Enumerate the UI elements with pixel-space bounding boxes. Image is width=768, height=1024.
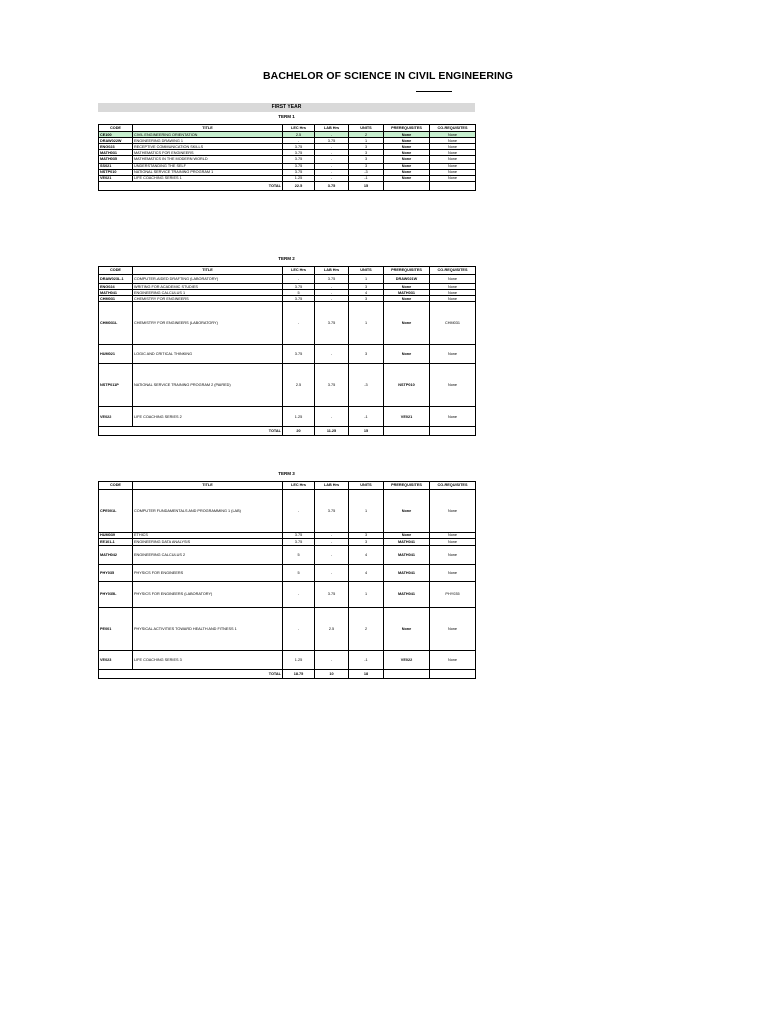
column-header-lec: LEC Hrs [283,482,315,490]
cell-co: None [430,274,476,284]
course-row [99,156,476,164]
cell-title: MATHEMATICS FOR ENGINEERS [133,150,283,156]
total-label: TOTAL [99,427,283,436]
total-row [99,427,476,436]
total-lec: 22.5 [283,181,315,190]
cell-title: CHEMISTRY FOR ENGINEERS (LABORATORY) [133,302,283,345]
cell-pre: None [384,169,430,175]
column-header-title: TITLE [133,267,283,275]
column-header-title: TITLE [133,482,283,490]
term-label: TERM 2 [278,256,295,261]
cell-co: None [430,132,476,138]
column-header-units: UNITS [349,125,384,132]
cell-co: None [430,138,476,144]
course-row [99,364,476,407]
cell-units: 2 [349,132,384,138]
cell-code: CPE001L [99,489,133,532]
cell-pre: DRAW021W [384,274,430,284]
cell-pre: VE022 [384,650,430,669]
document-title: BACHELOR OF SCIENCE IN CIVIL ENGINEERING [263,70,513,82]
column-header-units: UNITS [349,267,384,275]
cell-pre: NSTP010 [384,364,430,407]
cell-title: LIFE COACHING SERIES 2 [133,407,283,427]
cell-code: HUM021 [99,345,133,364]
total-empty-co [430,427,476,436]
column-header-lec: LEC Hrs [283,125,315,132]
term-table [98,266,476,436]
cell-lab: - [315,156,349,164]
cell-lab: 3.75 [315,138,349,144]
column-header-lab: LAB Hrs [315,125,349,132]
cell-code: CHM031 [99,296,133,302]
cell-code: NSTP010 [99,169,133,175]
cell-co: None [430,345,476,364]
cell-co: PHY035 [430,581,476,607]
term-label: TERM 3 [278,471,295,476]
cell-co: None [430,296,476,302]
course-row [99,581,476,607]
cell-pre: None [384,532,430,539]
cell-lec: 2.5 [283,132,315,138]
total-empty-pre [384,181,430,190]
total-row [99,181,476,190]
cell-lab: 2.5 [315,607,349,650]
cell-pre: None [384,489,430,532]
cell-units: 4 [349,564,384,581]
cell-lab: - [315,150,349,156]
total-label: TOTAL [99,669,283,678]
column-header-lab: LAB Hrs [315,267,349,275]
cell-lab: - [315,564,349,581]
cell-units: 1 [349,581,384,607]
column-header-code: CODE [99,267,133,275]
cell-co: None [430,175,476,181]
total-lab: 3.75 [315,181,349,190]
cell-co: None [430,650,476,669]
cell-lab: 3.75 [315,274,349,284]
cell-lec: 3.75 [283,296,315,302]
cell-pre: None [384,302,430,345]
cell-title: MATHEMATICS IN THE MODERN WORLD [133,156,283,164]
cell-lab: - [315,169,349,175]
cell-code: PHY035L [99,581,133,607]
cell-title: ENGINEERING DRAWING 1 [133,138,283,144]
cell-lec: 5 [283,545,315,564]
cell-code: ENG023 [99,144,133,150]
total-empty-co [430,181,476,190]
title-underline [416,91,452,92]
column-header-pre: PREREQUISITES [384,267,430,275]
cell-lec: 3.75 [283,345,315,364]
cell-code: VE023 [99,650,133,669]
cell-co: None [430,489,476,532]
cell-lab: - [315,650,349,669]
column-header-pre: PREREQUISITES [384,482,430,490]
cell-code: PHY035 [99,564,133,581]
cell-units: 3 [349,539,384,546]
column-header-lab: LAB Hrs [315,482,349,490]
cell-code: CHM031L [99,302,133,345]
cell-code: MATH041 [99,290,133,296]
cell-co: None [430,545,476,564]
cell-code: MATH031 [99,150,133,156]
cell-lec: - [283,607,315,650]
cell-pre: None [384,345,430,364]
cell-code: SS021 [99,163,133,169]
cell-lec: - [283,302,315,345]
cell-units: 3 [349,284,384,290]
course-row [99,650,476,669]
cell-title: PHYSICS FOR ENGINEERS [133,564,283,581]
cell-title: ENGINEERING DATA ANALYSIS [133,539,283,546]
cell-code: VE021 [99,175,133,181]
cell-co: None [430,163,476,169]
course-row [99,302,476,345]
cell-title: ETHICS [133,532,283,539]
cell-units: -1 [349,175,384,181]
cell-code: EE101-1 [99,539,133,546]
cell-lec: 3.75 [283,144,315,150]
cell-lab: 3.75 [315,581,349,607]
table-header-row [99,267,476,275]
total-lec: 18.75 [283,669,315,678]
total-empty-pre [384,669,430,678]
course-row [99,564,476,581]
cell-code: HUM039 [99,532,133,539]
cell-co: None [430,407,476,427]
cell-pre: None [384,284,430,290]
cell-units: 3 [349,532,384,539]
total-empty-co [430,669,476,678]
cell-lab: 3.75 [315,364,349,407]
cell-pre: MATH041 [384,581,430,607]
column-header-pre: PREREQUISITES [384,125,430,132]
cell-title: PHYSICS FOR ENGINEERS (LABORATORY) [133,581,283,607]
cell-co: None [430,284,476,290]
cell-lab: - [315,132,349,138]
cell-code: MATH035 [99,156,133,164]
table-header-row [99,482,476,490]
cell-lab: - [315,175,349,181]
cell-co: None [430,144,476,150]
column-header-code: CODE [99,482,133,490]
course-row [99,607,476,650]
total-lab: 11.25 [315,427,349,436]
course-row [99,407,476,427]
cell-code: ENG024 [99,284,133,290]
cell-units: 3 [349,296,384,302]
cell-lab: - [315,345,349,364]
cell-lab: - [315,539,349,546]
term-table [98,124,476,191]
course-row [99,489,476,532]
cell-title: UNDERSTANDING THE SELF [133,163,283,169]
cell-pre: None [384,163,430,169]
cell-pre: MATH041 [384,539,430,546]
cell-title: COMPUTER-AIDED DRAFTING (LABORATORY) [133,274,283,284]
cell-pre: None [384,144,430,150]
cell-title: PHYSICAL ACTIVITIES TOWARD HEALTH AND FITNESS 1 [133,607,283,650]
total-row [99,669,476,678]
cell-lec: - [283,581,315,607]
cell-units: 1 [349,138,384,144]
column-header-lec: LEC Hrs [283,267,315,275]
cell-lab: - [315,144,349,150]
cell-units: 4 [349,545,384,564]
total-units: 18 [349,669,384,678]
cell-lab: - [315,407,349,427]
total-lab: 10 [315,669,349,678]
cell-units: 3 [349,150,384,156]
cell-title: COMPUTER FUNDAMENTALS AND PROGRAMMING 1 (LAB) [133,489,283,532]
cell-co: None [430,564,476,581]
cell-units: -1 [349,650,384,669]
column-header-title: TITLE [133,125,283,132]
total-empty-pre [384,427,430,436]
cell-units: 1 [349,489,384,532]
cell-lec: - [283,138,315,144]
cell-co: None [430,169,476,175]
cell-lec: - [283,274,315,284]
cell-lec: 1.25 [283,650,315,669]
column-header-co: CO-REQUISITES [430,482,476,490]
course-row [99,345,476,364]
course-row [99,545,476,564]
total-units: 15 [349,181,384,190]
cell-title: ENGINEERING CALCULUS 1 [133,290,283,296]
column-header-units: UNITS [349,482,384,490]
cell-co: None [430,364,476,407]
cell-pre: None [384,150,430,156]
cell-lec: 2.5 [283,364,315,407]
cell-title: RECEPTIVE COMMUNICATION SKILLS [133,144,283,150]
cell-lec: 3.75 [283,163,315,169]
cell-lab: - [315,532,349,539]
cell-units: -1 [349,407,384,427]
column-header-co: CO-REQUISITES [430,125,476,132]
cell-pre: MATH031 [384,290,430,296]
cell-code: CE100 [99,132,133,138]
cell-lab: - [315,284,349,290]
cell-code: VE022 [99,407,133,427]
cell-co: None [430,150,476,156]
cell-lab: - [315,296,349,302]
cell-title: CHEMISTRY FOR ENGINEERS [133,296,283,302]
cell-lec: 5 [283,290,315,296]
cell-title: ENGINEERING CALCULUS 2 [133,545,283,564]
column-header-code: CODE [99,125,133,132]
total-units: 15 [349,427,384,436]
cell-lab: - [315,545,349,564]
cell-units: -3 [349,169,384,175]
cell-code: DRAW022W [99,138,133,144]
cell-co: None [430,607,476,650]
cell-pre: None [384,296,430,302]
cell-lec: 3.75 [283,156,315,164]
cell-pre: MATH041 [384,545,430,564]
cell-co: None [430,290,476,296]
column-header-co: CO-REQUISITES [430,267,476,275]
cell-pre: VE021 [384,407,430,427]
term-table [98,481,476,679]
cell-units: 3 [349,345,384,364]
cell-lec: 3.75 [283,532,315,539]
cell-title: WRITING FOR ACADEMIC STUDIES [133,284,283,290]
cell-units: 4 [349,290,384,296]
cell-units: -3 [349,364,384,407]
cell-code: NSTP011P [99,364,133,407]
cell-code: PE001 [99,607,133,650]
cell-lec: 3.75 [283,150,315,156]
term-label: TERM 1 [278,114,295,119]
cell-co: None [430,532,476,539]
cell-units: 1 [349,302,384,345]
total-lec: 20 [283,427,315,436]
cell-co: None [430,539,476,546]
cell-lec: 3.75 [283,284,315,290]
course-row [99,274,476,284]
cell-title: NATIONAL SERVICE TRAINING PROGRAM 1 [133,169,283,175]
cell-pre: None [384,138,430,144]
cell-pre: None [384,156,430,164]
cell-lec: - [283,489,315,532]
cell-title: NATIONAL SERVICE TRAINING PROGRAM 2 (PAIRED) [133,364,283,407]
cell-lab: - [315,163,349,169]
cell-units: 3 [349,144,384,150]
cell-lec: 3.75 [283,169,315,175]
cell-code: MATH042 [99,545,133,564]
cell-units: 3 [349,156,384,164]
cell-lab: 3.75 [315,489,349,532]
cell-title: LIFE COACHING SERIES 1 [133,175,283,181]
cell-pre: None [384,607,430,650]
cell-pre: None [384,175,430,181]
cell-units: 1 [349,274,384,284]
cell-co: None [430,156,476,164]
cell-units: 3 [349,163,384,169]
cell-lec: 5 [283,564,315,581]
cell-co: CHM031 [430,302,476,345]
cell-lab: - [315,290,349,296]
year-header: FIRST YEAR [98,103,475,112]
cell-title: CIVIL ENGINEERING ORIENTATION [133,132,283,138]
cell-pre: MATH041 [384,564,430,581]
cell-lec: 1.25 [283,407,315,427]
cell-units: 2 [349,607,384,650]
cell-lec: 3.75 [283,539,315,546]
cell-title: LIFE COACHING SERIES 3 [133,650,283,669]
total-label: TOTAL [99,181,283,190]
cell-pre: None [384,132,430,138]
cell-title: LOGIC AND CRITICAL THINKING [133,345,283,364]
cell-lec: 1.25 [283,175,315,181]
cell-lab: 3.75 [315,302,349,345]
cell-code: DRAW023L-1 [99,274,133,284]
table-header-row [99,125,476,132]
